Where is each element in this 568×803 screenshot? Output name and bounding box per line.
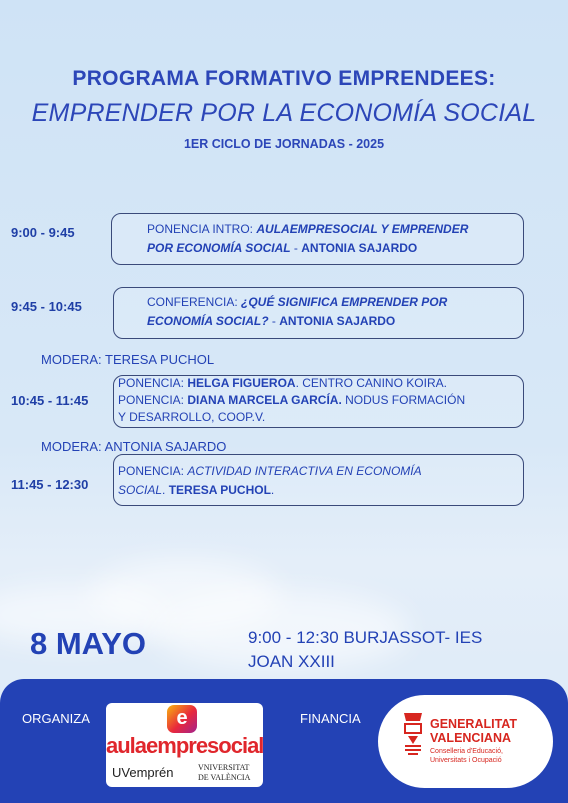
page-subtitle: EMPRENDER POR LA ECONOMÍA SOCIAL	[31, 99, 537, 127]
gva-name: GENERALITAT VALENCIANA	[430, 717, 518, 745]
moderator-label: MODERA: ANTONIA SAJARDO	[41, 439, 227, 454]
session-time: 11:45 - 12:30	[11, 477, 89, 492]
event-place: 9:00 - 12:30 BURJASSOT- IES JOAN XXIII	[248, 628, 483, 671]
uv-logo-text: VNIVERSITAT DE VALÈNCIA	[198, 763, 251, 782]
generalitat-logo	[378, 695, 553, 788]
session-text: PONENCIA: HELGA FIGUEROA. CENTRO CANINO KOIRA. PONENCIA: DIANA MARCELA GARCÍA. NODUS FORMACIÓN Y DESARROLLO, COOP.V.	[118, 376, 466, 424]
financia-label: FINANCIA	[300, 711, 361, 726]
aula-e-icon: e	[167, 705, 197, 733]
aulaempresocial-logo	[106, 703, 263, 787]
session-time: 9:00 - 9:45	[11, 225, 75, 240]
page-title: PROGRAMA FORMATIVO EMPRENDEES:	[72, 67, 496, 90]
session-time: 9:45 - 10:45	[11, 299, 82, 314]
gva-conselleria: Conselleria d'Educació, Universitats i Ocupació	[430, 748, 503, 764]
event-date: 8 MAYO	[30, 626, 147, 661]
session-time: 10:45 - 11:45	[11, 393, 89, 408]
uvempren-text: UVemprén	[112, 765, 174, 780]
cycle-label: 1ER CICLO DE JORNADAS - 2025	[183, 137, 385, 151]
organiza-label: ORGANIZA	[22, 711, 90, 726]
moderator-label: MODERA: TERESA PUCHOL	[41, 352, 215, 367]
session-text: PONENCIA: ACTIVIDAD INTERACTIVA EN ECONOMÍA SOCIAL. TERESA PUCHOL.	[118, 464, 422, 497]
gva-emblem-icon	[402, 711, 424, 757]
session-text: CONFERENCIA: ¿QUÉ SIGNIFICA EMPRENDER POR ECONOMÍA SOCIAL? - ANTONIA SAJARDO	[147, 295, 448, 328]
session-text: PONENCIA INTRO: AULAEMPRESOCIAL Y EMPRENDER POR ECONOMÍA SOCIAL - ANTONIA SAJARDO	[147, 222, 469, 255]
aula-logo-text: aulaempresocial	[106, 733, 264, 758]
